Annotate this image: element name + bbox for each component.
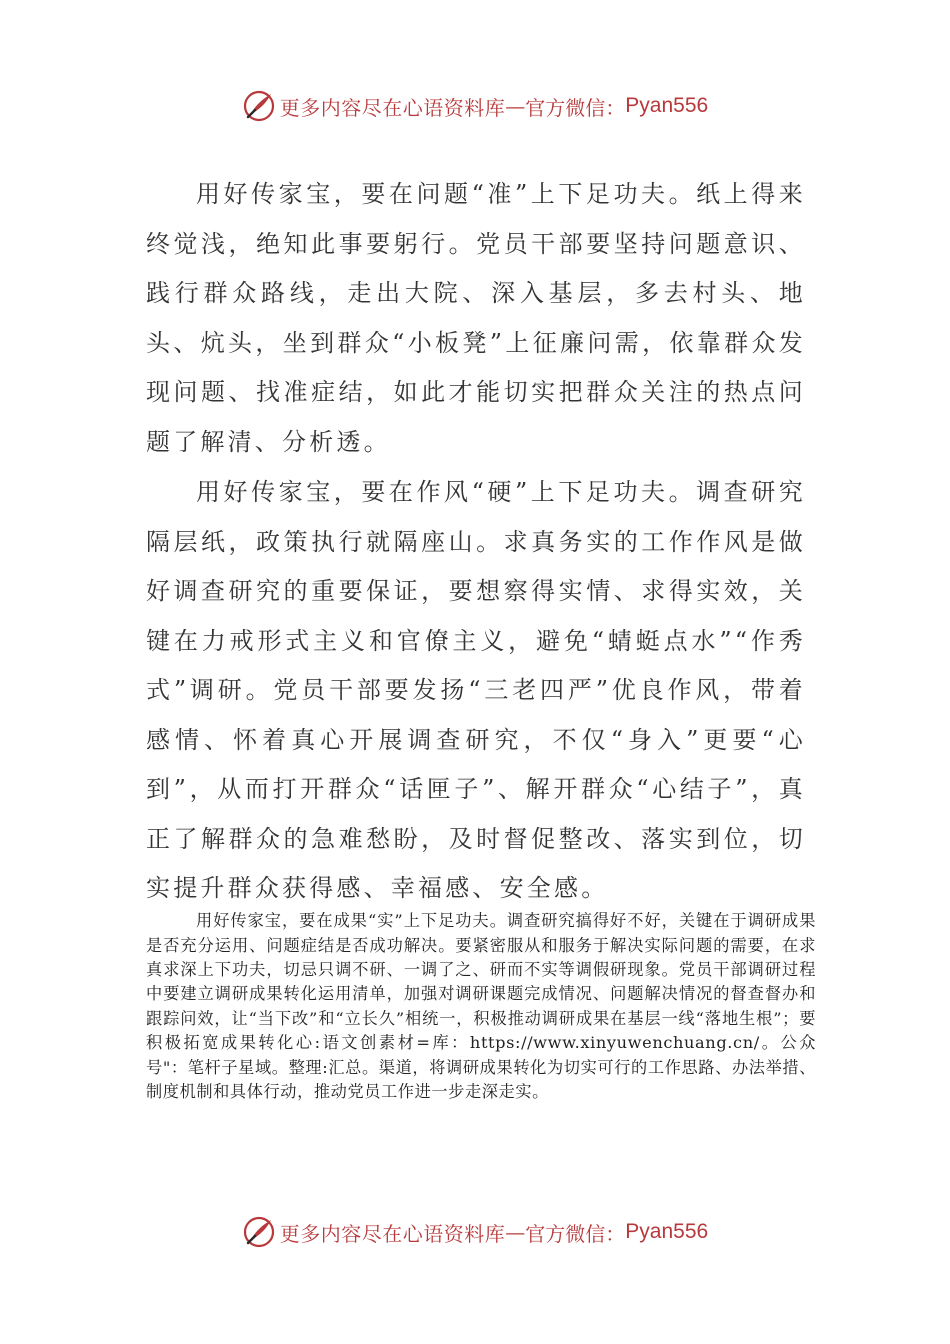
header-wechat-label: 官方微信： bbox=[525, 95, 626, 120]
footer-banner bbox=[0, 1210, 950, 1254]
paragraph-results: 用好传家宝，要在成果“实”上下足功夫。调查研究搞得好不好，关键在于调研成果是否充分运用、问题症结是否成功解决。要紧密服从和服务于解决实际问题的需要，在求真求深上下功夫，切忌只调不研、一调了之、研而不实等调假研现象。党员干部调研过程中要建立调研成果转化运用清单，加强对调研课题完成情况、问题解决情况的督查督办和跟踪问效，让“当下改”和“立长久”相统一，积极推动调研成果在基层一线“落地生根”；要积极拓宽成果转化心:语文创素材=库：https://www.xinyuwenchuang.cn/。公众号"：笔杆子星域。整理:汇总。渠道，将调研成果转化为切实可行的工作思路、办法举措、制度机制和具体行动，推动党员工作进一步走深走实。 bbox=[146, 911, 816, 1102]
header-banner bbox=[0, 84, 950, 128]
header-separator: — bbox=[505, 94, 526, 118]
footer-wechat-id: Pyan556 bbox=[625, 1220, 709, 1243]
paragraph-work-style: 用好传家宝，要在作风“硬”上下足功夫。调查研究隔层纸，政策执行就隔座山。求真务实的工作作风是做好调查研究的重要保证，要想察得实情、求得实效，关键在力戒形式主义和官僚主义，避免“蜻蜓点水”“作秀式”调研。党员干部要发扬“三老四严”优良作风，带着感情、怀着真心开展调查研究，不仅“身入”更要“心到”，从而打开群众“话匣子”、解开群众“心结子”，真正了解群众的急难愁盼，及时督促整改、落实到位，切实提升群众获得感、幸福感、安全感。 bbox=[146, 478, 806, 902]
header-wechat-id: Pyan556 bbox=[625, 94, 709, 117]
header-brand-text: 更多内容尽在心语资料库 bbox=[279, 95, 506, 120]
footer-brand-text: 更多内容尽在心语资料库 bbox=[279, 1221, 506, 1246]
footer-wechat-label: 官方微信： bbox=[525, 1221, 626, 1246]
quill-logo-icon bbox=[242, 89, 276, 123]
footer-separator: — bbox=[505, 1220, 526, 1244]
quill-logo-icon bbox=[242, 1215, 276, 1249]
paragraph-problem-accuracy: 用好传家宝，要在问题“准”上下足功夫。纸上得来终觉浅，绝知此事要躬行。党员干部要坚持问题意识、践行群众路线，走出大院、深入基层，多去村头、地头、炕头，坐到群众“小板凳”上征廉问需，依靠群众发现问题、找准症结，如此才能切实把群众关注的热点问题了解清、分析透。 bbox=[146, 180, 806, 456]
